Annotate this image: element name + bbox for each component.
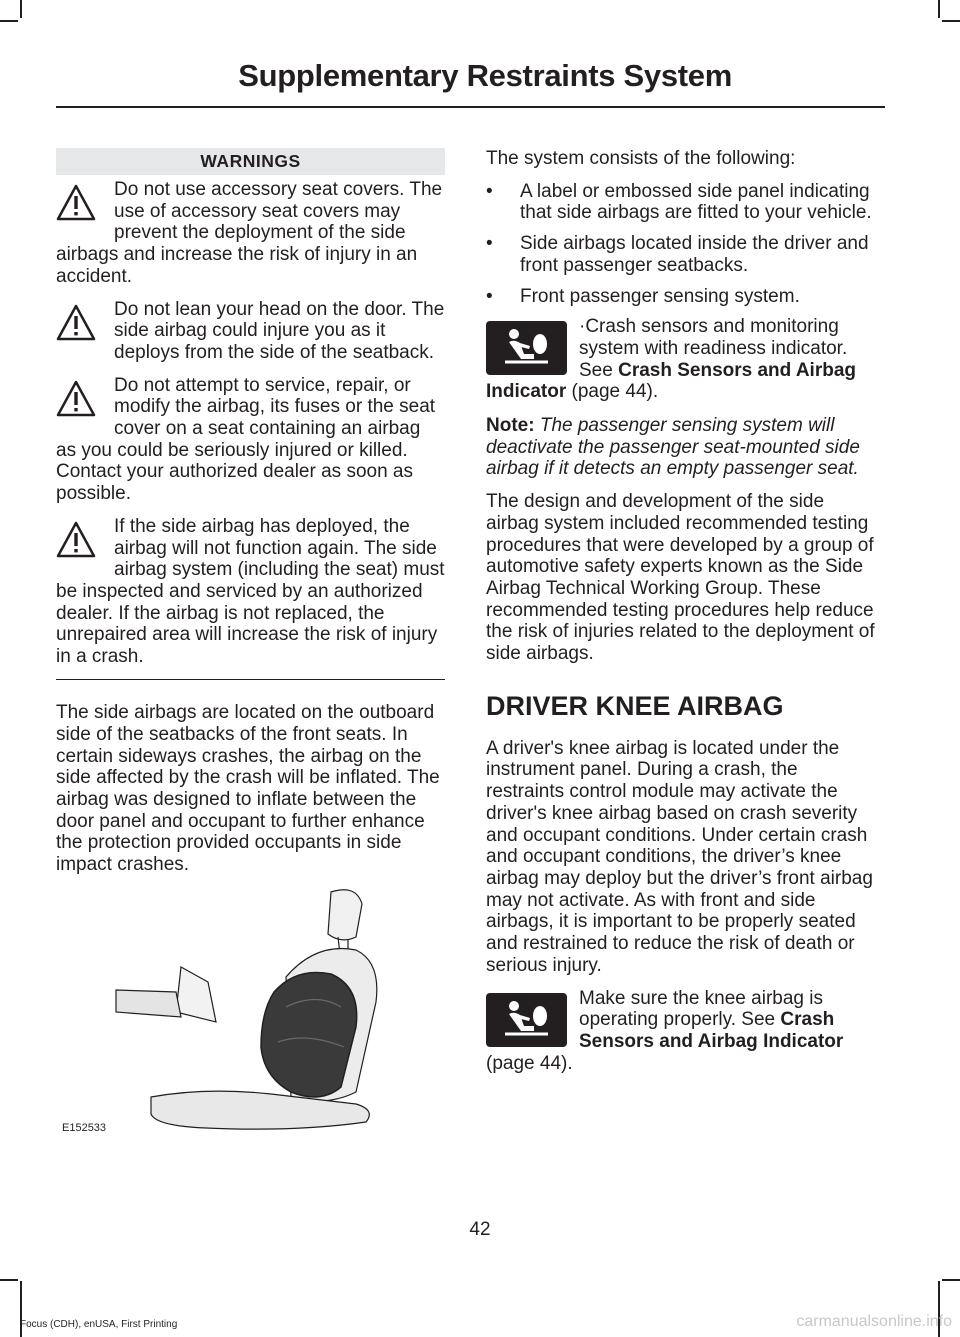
crash-sensors-link[interactable]: Crash Sensors and Airbag Indicator — [486, 359, 857, 403]
warning-triangle-icon — [56, 183, 96, 223]
warnings-heading: WARNINGS — [56, 148, 445, 175]
knee-airbag-item — [486, 988, 880, 1075]
design-paragraph: The design and development of the side airbag system included recommended testing procedures that were developed by a group of automotive safety experts known as the Side Airbag Technical Working Group. These recommended testing procedures help reduce the risk of injuries related to the deployment of side airbags. — [486, 491, 875, 665]
watermark: carmanualsonline.info — [796, 1313, 952, 1330]
crash-sensors-link[interactable]: Crash Sensors and Airbag Indicator — [579, 1009, 844, 1052]
side-airbag-location-paragraph: The side airbags are located on the outboard side of the seatbacks of the front seats. In certain sideways crashes, the airbag on the side affected by the crash will be inflated. The airbag was designed to inflate between the door panel and occupant to further enhance the protection provided occupants in side impact crashes. — [56, 702, 440, 876]
crop-mark — [20, 0, 22, 18]
warning-triangle-icon — [56, 379, 96, 419]
page-reference: (page 44). — [566, 381, 659, 403]
page-reference: (page 44). — [486, 1052, 573, 1074]
crop-mark — [938, 0, 940, 18]
warnings-end-rule — [56, 679, 445, 681]
crash-sensors-text: ·Crash sensors and monitoring system with readiness indicator. See — [579, 316, 848, 381]
list-item: • A label or embossed side panel indicating that side airbags are fitted to your vehicle. — [486, 181, 880, 224]
figure-code: E152533 — [62, 1122, 107, 1134]
warning-text: Do not use accessory seat covers. The use of accessory seat covers may prevent the deployment of the side airbags and increase the risk of injury in an accident. — [56, 179, 443, 287]
warning-item — [56, 179, 445, 288]
section-heading: DRIVER KNEE AIRBAG — [486, 690, 784, 721]
knee-airbag-paragraph: A driver's knee airbag is located under the instrument panel. During a crash, the restraints control module may activate the driver's knee airbag based on crash severity and occupant conditions. Under certain crash and occupant conditions, the driver’s knee airbag may deploy but the driver’s front airbag may not activate. As with front and side airbags, it is important to be properly seated and restrained to reduce the risk of death or serious injury. — [486, 737, 873, 976]
warning-item — [56, 375, 445, 505]
airbag-warning-icon — [486, 321, 567, 375]
crop-mark — [0, 1279, 18, 1281]
page-title: Supplementary Restraints System — [238, 58, 732, 93]
crop-mark — [942, 20, 960, 22]
note-text: The passenger sensing system will deactivate the passenger seat-mounted side airbag if it detects an empty passenger seat. — [486, 415, 860, 480]
crop-mark — [0, 20, 18, 22]
crash-sensors-item — [486, 316, 880, 403]
right-column — [486, 148, 880, 1086]
knee-airbag-text: Make sure the knee airbag is operating properly. See — [579, 987, 823, 1031]
airbag-warning-icon — [486, 993, 567, 1047]
seat-airbag-figure — [56, 882, 445, 1140]
warning-item — [56, 299, 445, 364]
list-item: • Front passenger sensing system. — [486, 286, 880, 308]
crop-mark — [942, 1279, 960, 1281]
header-rule — [56, 106, 885, 108]
note-paragraph — [486, 415, 880, 480]
edition-text: Focus (CDH), enUSA, First Printing — [20, 1319, 178, 1330]
seat-side-airbag-illustration — [56, 882, 445, 1140]
list-item: • Side airbags located inside the driver and front passenger seatbacks. — [486, 233, 880, 276]
system-components-list — [486, 181, 880, 308]
note-label: Note: — [486, 415, 535, 437]
system-intro: The system consists of the following: — [486, 148, 796, 169]
warning-triangle-icon — [56, 303, 96, 343]
page-number: 42 — [469, 1219, 491, 1240]
warning-text: Do not attempt to service, repair, or modify the airbag, its fuses or the seat cover on a seat containing an airbag as you could be seriously injured or killed. Contact your authorized dealer as soon as possible. — [56, 374, 436, 505]
warning-item — [56, 516, 445, 668]
warning-triangle-icon — [56, 520, 96, 560]
left-column — [56, 148, 445, 887]
warning-text: Do not lean your head on the door. The side airbag could injure you as it deploys from the side of the seatback. — [114, 298, 445, 363]
warning-text: If the side airbag has deployed, the airbag will not function again. The side airbag system (including the seat) must be inspected and serviced by an authorized dealer. If the airbag is not replaced, the unrepaired area will increase the risk of injury in a crash. — [56, 515, 445, 668]
